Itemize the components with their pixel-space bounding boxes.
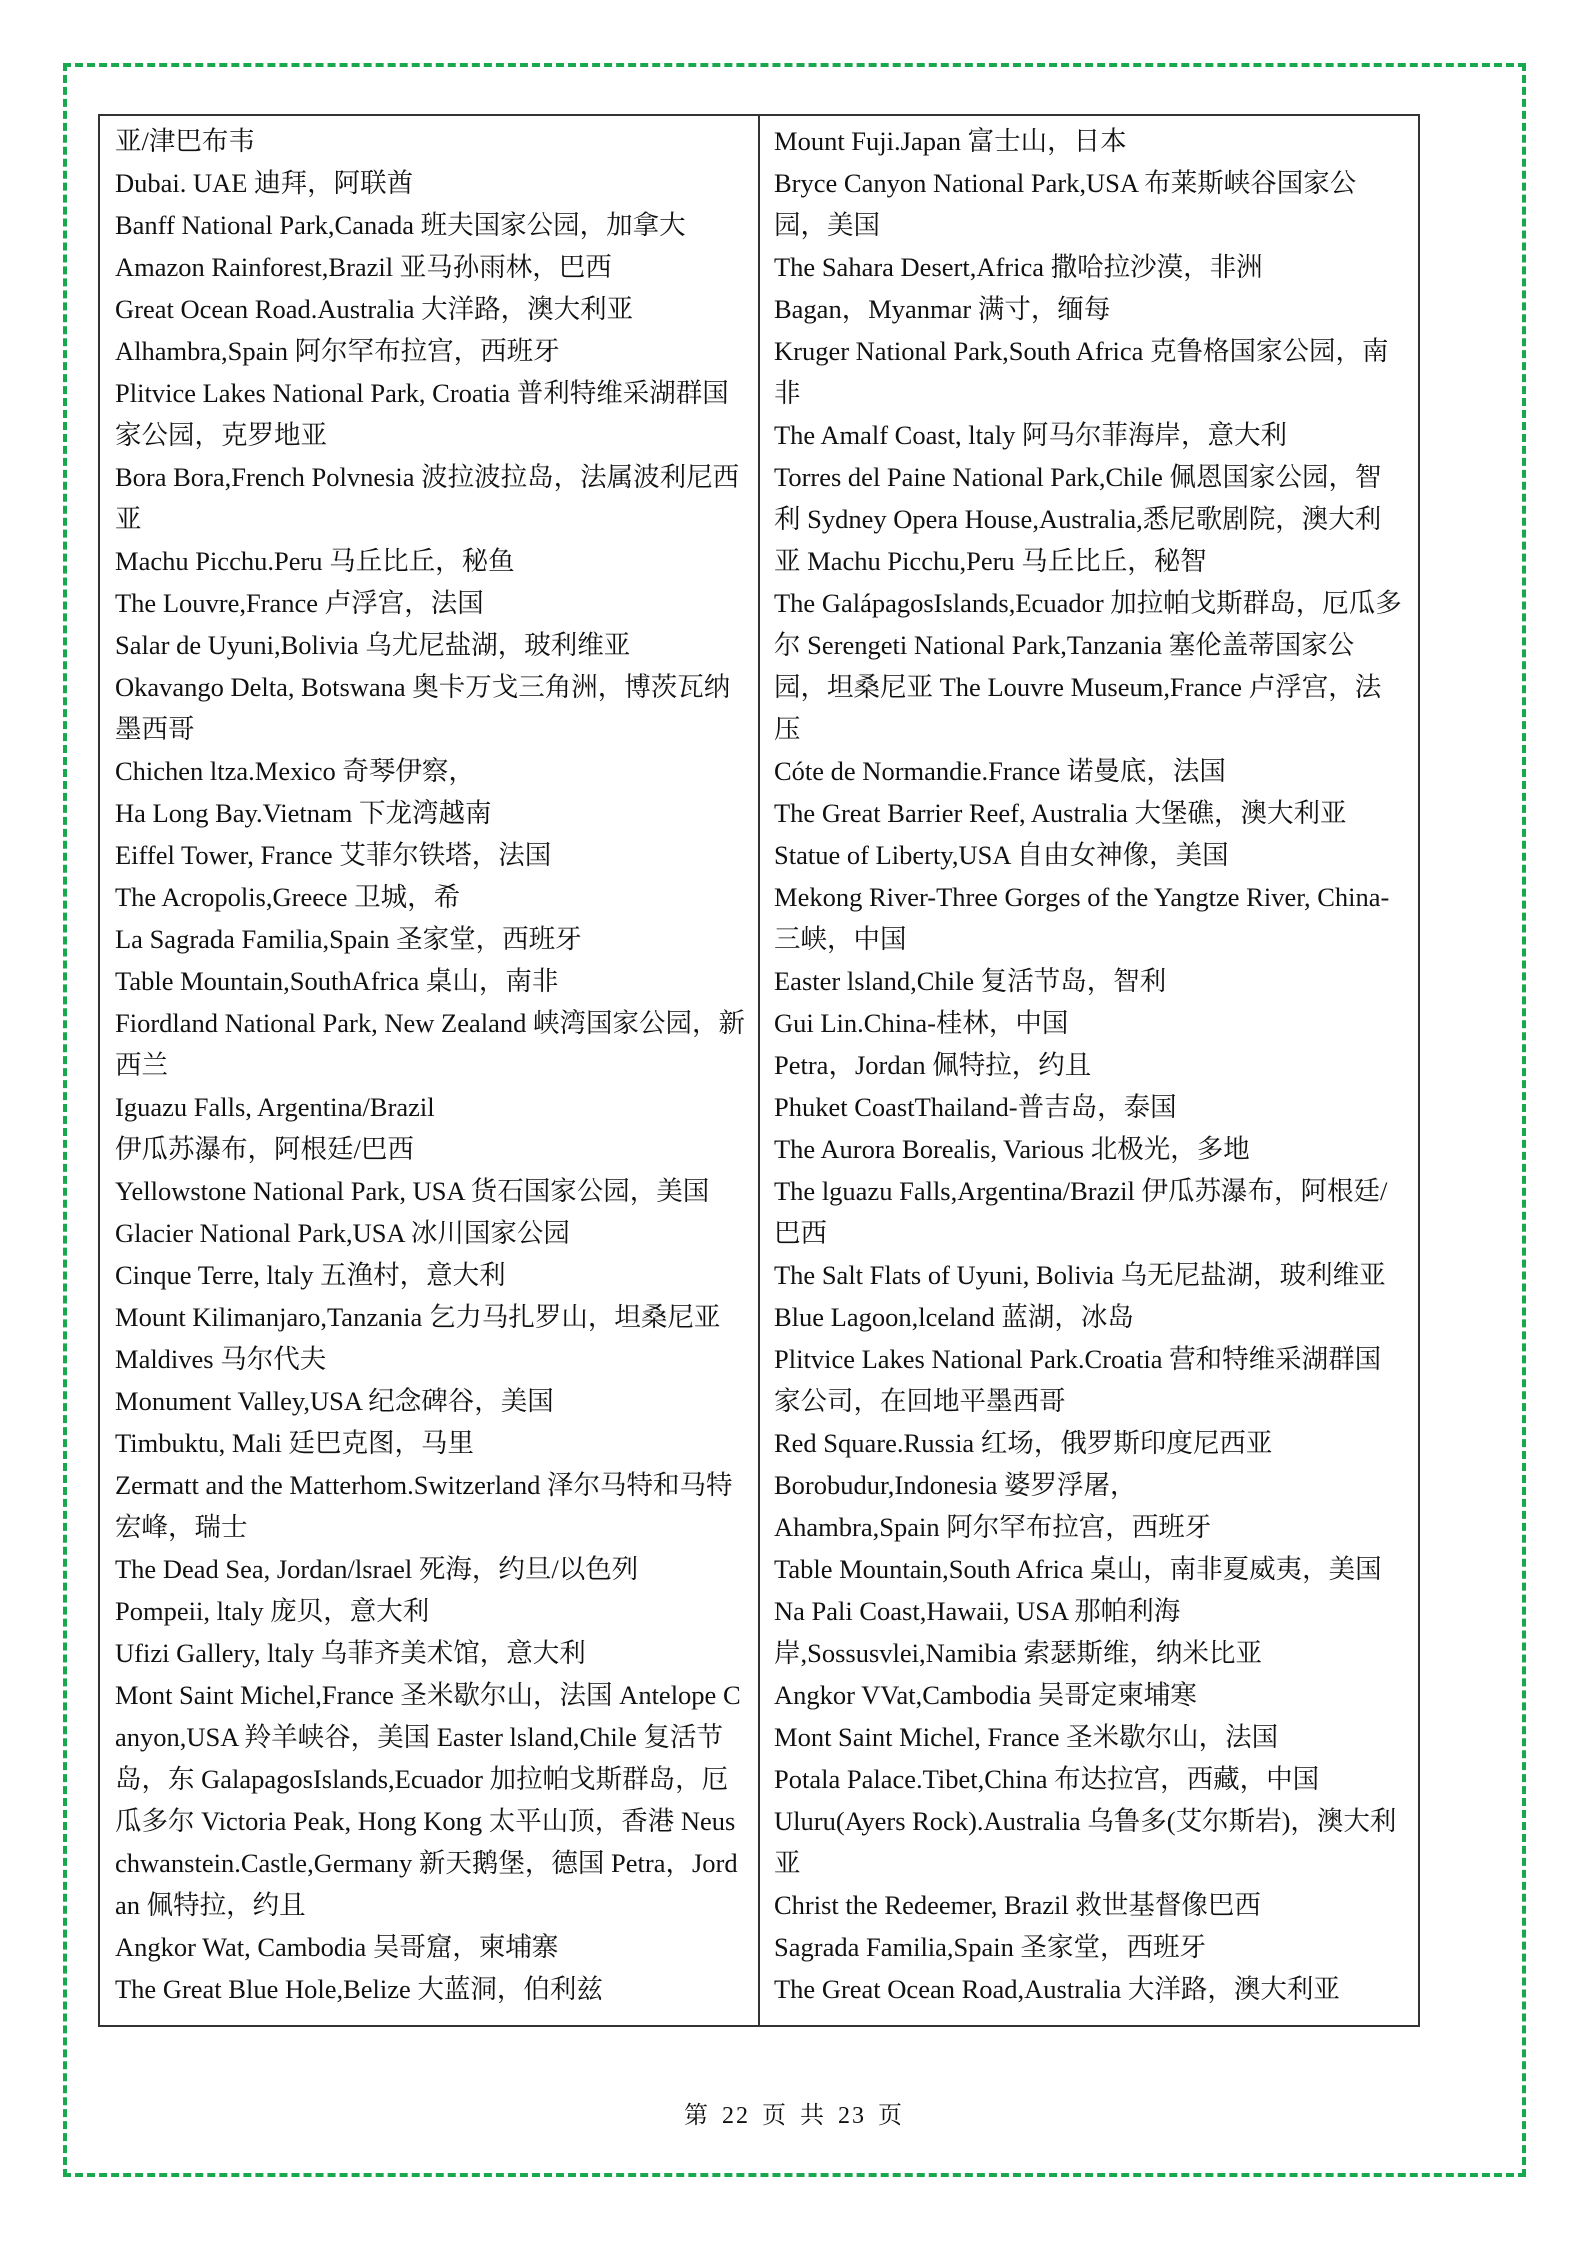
table-entry: The Sahara Desert,Africa 撒哈拉沙漠，非洲 — [774, 252, 1263, 282]
table-entry: La Sagrada Familia,Spain 圣家堂，西班牙 — [115, 924, 582, 954]
table-entry: Borobudur,Indonesia 婆罗浮屠， — [774, 1470, 1137, 1500]
table-entry: Zermatt and the Matterhom.Switzerland 泽尔马特和马特宏峰，瑞士 — [115, 1470, 733, 1542]
table-entry: The Great Barrier Reef, Australia 大堡礁，澳大利亚 — [774, 798, 1347, 828]
table-entry: Statue of Liberty,USA 自由女神像，美国 — [774, 840, 1229, 870]
table-entry: Cóte de Normandie.France 诺曼底，法国 — [774, 756, 1226, 786]
table-entry: Ufizi Gallery, ltaly 乌菲齐美术馆，意大利 — [115, 1638, 586, 1668]
table-entry: Table Mountain,SouthAfrica 桌山，南非 — [115, 966, 559, 996]
table-entry: Glacier National Park,USA 冰川国家公园 — [115, 1218, 570, 1248]
table-entry: Kruger National Park,South Africa 克鲁格国家公园，南非 — [774, 336, 1389, 408]
table-entry: 伊瓜苏瀑布，阿根廷/巴西 — [115, 1134, 414, 1164]
table-entry: Angkor VVat,Cambodia 吴哥定柬埔寒 — [774, 1680, 1197, 1710]
page-footer — [0, 2095, 1588, 2130]
footer-page-number: 22 — [722, 2103, 750, 2129]
table-entry: Plitvice Lakes National Park, Croatia 普利特维采湖群国家公园，克罗地亚 — [115, 378, 729, 450]
table-entry: Gui Lin.China-桂林，中国 — [774, 1008, 1069, 1038]
table-entry: Ahambra,Spain 阿尔罕布拉宫，西班牙 — [774, 1512, 1212, 1542]
right-column — [760, 116, 1418, 2025]
table-entry: Christ the Redeemer, Brazil 救世基督像巴西 — [774, 1890, 1261, 1920]
table-entry: Table Mountain,South Africa 桌山，南非夏威夷，美国 — [774, 1554, 1382, 1584]
table-entry: Potala Palace.Tibet,China 布达拉宫，西藏，中国 — [774, 1764, 1320, 1794]
table-entry: Torres del Paine National Park,Chile 佩恩国家公园，智利 Sydney Opera House,Australia,悉尼歌剧院，澳大利亚 Machu Picchu,Peru 马丘比丘，秘智 — [774, 462, 1382, 576]
table-entry: Bora Bora,French Polvnesia 波拉波拉岛，法属波利尼西亚 — [115, 462, 740, 534]
table-entry: The Acropolis,Greece 卫城，希 — [115, 882, 461, 912]
footer-ye2: 页 — [878, 2103, 904, 2129]
table-entry: The GalápagosIslands,Ecuador 加拉帕戈斯群岛，厄瓜多尔 Serengeti National Park,Tanzania 塞伦盖蒂国家公园，坦桑尼亚 The Louvre Museum,France 卢浮宫，法压 — [774, 588, 1402, 744]
table-entry: The Salt Flats of Uyuni, Bolivia 乌无尼盐湖，玻利维亚 Blue Lagoon,lceland 蓝湖，冰岛 — [774, 1260, 1386, 1332]
content-table — [98, 114, 1420, 2027]
table-entry: Great Ocean Road.Australia 大洋路，澳大利亚 — [115, 294, 634, 324]
table-entry: The Great Blue Hole,Belize 大蓝洞，伯利兹 — [115, 1974, 603, 2004]
table-entry: Mont Saint Michel, France 圣米歇尔山，法国 — [774, 1722, 1279, 1752]
table-entry: The Louvre,France 卢浮宫，法国 — [115, 588, 484, 618]
table-entry: The Great Ocean Road,Australia 大洋路，澳大利亚 — [774, 1974, 1340, 2004]
footer-di: 第 — [684, 2103, 710, 2129]
table-entry: Machu Picchu.Peru 马丘比丘，秘鱼 — [115, 546, 515, 576]
table-entry: Iguazu Falls, Argentina/Brazil — [115, 1092, 435, 1122]
table-entry: Banff National Park,Canada 班夫国家公园，加拿大 — [115, 210, 686, 240]
table-entry: Easter lsland,Chile 复活节岛，智利 — [774, 966, 1167, 996]
table-entry: Mount Kilimanjaro,Tanzania 乞力马扎罗山，坦桑尼亚 — [115, 1302, 721, 1332]
table-entry: Maldives 马尔代夫 — [115, 1344, 327, 1374]
footer-ye: 页 — [762, 2103, 788, 2129]
table-entry: Cinque Terre, ltaly 五渔村，意大利 — [115, 1260, 506, 1290]
footer-total-pages: 23 — [838, 2103, 866, 2129]
table-entry: Plitvice Lakes National Park.Croatia 营和特维采湖群国家公司，在回地平墨西哥 — [774, 1344, 1382, 1416]
table-entry: Fiordland National Park, New Zealand 峡湾国家公园，新西兰 — [115, 1008, 745, 1080]
table-entry: The Dead Sea, Jordan/lsrael 死海，约旦/以色列 — [115, 1554, 639, 1584]
table-entry: The lguazu Falls,Argentina/Brazil 伊瓜苏瀑布，阿根廷/巴西 — [774, 1176, 1388, 1248]
left-column — [100, 116, 760, 2025]
table-entry: Mont Saint Michel,France 圣米歇尔山，法国 Antelope Canyon,USA 羚羊峡谷，美国 Easter lsland,Chile 复活节岛，东 GalapagosIslands,Ecuador 加拉帕戈斯群岛，厄瓜多尔 Victoria Peak, Hong Kong 太平山顶，香港 Neuschwanstein.Castle,Germany 新天鹅堡，德国 Petra，Jordan 佩特拉，约且 — [115, 1680, 741, 1920]
table-entry: Bagan，Myanmar 满寸，缅每 — [774, 294, 1111, 324]
table-entry: Na Pali Coast,Hawaii, USA 那帕利海 — [774, 1596, 1181, 1626]
table-entry: Dubai. UAE 迪拜，阿联酋 — [115, 168, 414, 198]
table-entry: Amazon Rainforest,Brazil 亚马孙雨林，巴西 — [115, 252, 612, 282]
table-entry: Alhambra,Spain 阿尔罕布拉宫，西班牙 — [115, 336, 560, 366]
table-entry: Angkor Wat, Cambodia 吴哥窟，柬埔寨 — [115, 1932, 559, 1962]
table-entry: Red Square.Russia 红场，俄罗斯印度尼西亚 — [774, 1428, 1273, 1458]
table-entry: Bryce Canyon National Park,USA 布莱斯峡谷国家公园，美国 — [774, 168, 1357, 240]
table-entry: Salar de Uyuni,Bolivia 乌尤尼盐湖，玻利维亚 — [115, 630, 631, 660]
table-entry: Timbuktu, Mali 廷巴克图，马里 — [115, 1428, 475, 1458]
table-entry: 亚/津巴布韦 — [115, 126, 255, 156]
table-entry: The Aurora Borealis, Various 北极光，多地 — [774, 1134, 1250, 1164]
table-entry: Petra，Jordan 佩特拉，约且 — [774, 1050, 1092, 1080]
table-entry: Mount Fuji.Japan 富士山，日本 — [774, 126, 1127, 156]
table-entry: Okavango Delta, Botswana 奥卡万戈三角洲，博茨瓦纳墨西哥 — [115, 672, 731, 744]
table-entry: Phuket CoastThailand-普吉岛，泰国 — [774, 1092, 1177, 1122]
table-entry: Eiffel Tower, France 艾菲尔铁塔，法国 — [115, 840, 552, 870]
table-entry: Pompeii, ltaly 庞贝，意大利 — [115, 1596, 430, 1626]
footer-gong: 共 — [800, 2103, 826, 2129]
table-entry: Ha Long Bay.Vietnam 下龙湾越南 — [115, 798, 492, 828]
table-entry: The Amalf Coast, ltaly 阿马尔菲海岸，意大利 — [774, 420, 1288, 450]
table-entry: Mekong River-Three Gorges of the Yangtze River, China-三峡，中国 — [774, 882, 1390, 954]
table-entry: Uluru(Ayers Rock).Australia 乌鲁多(艾尔斯岩)，澳大利亚 — [774, 1806, 1397, 1878]
table-entry: Monument Valley,USA 纪念碑谷，美国 — [115, 1386, 554, 1416]
table-entry: 岸,Sossusvlei,Namibia 索瑟斯维，纳米比亚 — [774, 1638, 1263, 1668]
table-entry: Sagrada Familia,Spain 圣家堂，西班牙 — [774, 1932, 1207, 1962]
table-entry: Yellowstone National Park, USA 货石国家公园，美国 — [115, 1176, 710, 1206]
table-entry: Chichen ltza.Mexico 奇琴伊察， — [115, 756, 475, 786]
